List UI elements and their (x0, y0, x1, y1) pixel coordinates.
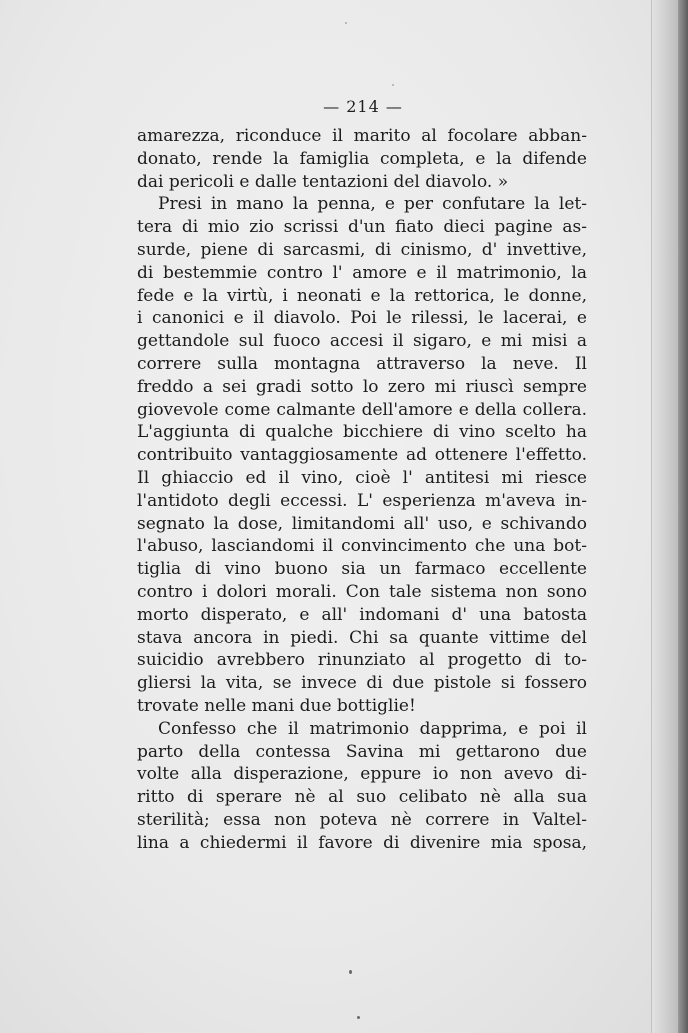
text-line: Presi in mano la penna, e per confutare la let- (158, 194, 587, 215)
paper-speck (349, 970, 352, 974)
text-line: stava ancora in piedi. Chi sa quante vittime del (137, 627, 587, 648)
text-line: freddo a sei gradi sotto lo zero mi riuscì sempre (137, 376, 587, 397)
text-line: i canonici e il diavolo. Poi le rilessi, le lacerai, e (137, 308, 587, 329)
text-line: gliersi la vita, se invece di due pistole si fossero (137, 673, 587, 694)
text-line: tiglia di vino buono sia un farmaco eccellente (137, 559, 587, 580)
text-line: l'abuso, lasciandomi il convincimento che una bot- (137, 536, 587, 557)
binding-edge (678, 0, 688, 1033)
text-line: L'aggiunta di qualche bicchiere di vino scelto ha (137, 422, 587, 443)
text-line: di bestemmie contro l' amore e il matrimonio, la (137, 262, 587, 283)
text-line: parto della contessa Savina mi gettarono due (137, 741, 587, 762)
text-line: l'antidoto degli eccessi. L' esperienza m'aveva in- (137, 490, 587, 511)
text-line: sterilità; essa non poteva nè correre in Valtel- (137, 809, 587, 830)
text-line: correre sulla montagna attraverso la neve. Il (137, 353, 587, 374)
text-line: contro i dolori morali. Con tale sistema non sono (137, 581, 587, 602)
text-line: ritto di sperare nè al suo celibato nè alla sua (137, 787, 587, 808)
text-line: Confesso che il matrimonio dapprima, e poi il (158, 718, 587, 739)
text-line: lina a chiedermi il favore di divenire mia sposa, (137, 832, 587, 853)
text-line: suicidio avrebbero rinunziato al progetto di to- (137, 650, 587, 671)
body-text (137, 125, 587, 855)
text-line: giovevole come calmante dell'amore e della collera. (137, 399, 587, 420)
text-line: gettandole sul fuoco accesi il sigaro, e mi misi a (137, 331, 587, 352)
text-line: contribuito vantaggiosamente ad ottenere l'effetto. (137, 445, 587, 466)
paper-speck (392, 84, 394, 86)
paper-speck (357, 1016, 360, 1019)
text-line: volte alla disperazione, eppure io non avevo di- (137, 764, 587, 785)
text-line: morto disperato, e all' indomani d' una batosta (137, 604, 587, 625)
text-line: donato, rende la famiglia completa, e la difende (137, 148, 587, 169)
text-line: surde, piene di sarcasmi, di cinismo, d' invettive, (137, 239, 587, 260)
page-number: — 214 — (323, 97, 403, 116)
text-line: amarezza, riconduce il marito al focolare abban- (137, 126, 587, 146)
text-line: tera di mio zio scrissi d'un fiato dieci pagine as- (137, 217, 587, 238)
text-line: Il ghiaccio ed il vino, cioè l' antitesi mi riesce (137, 467, 587, 488)
page-edge-shadow (651, 0, 678, 1033)
text-line: dai pericoli e dalle tentazioni del diavolo. » (137, 171, 509, 192)
text-line: trovate nelle mani due bottiglie! (137, 695, 416, 716)
text-line: segnato la dose, limitandomi all' uso, e schivando (137, 513, 587, 534)
text-line: fede e la virtù, i neonati e la rettorica, le donne, (137, 285, 587, 306)
paper-speck (345, 22, 347, 24)
